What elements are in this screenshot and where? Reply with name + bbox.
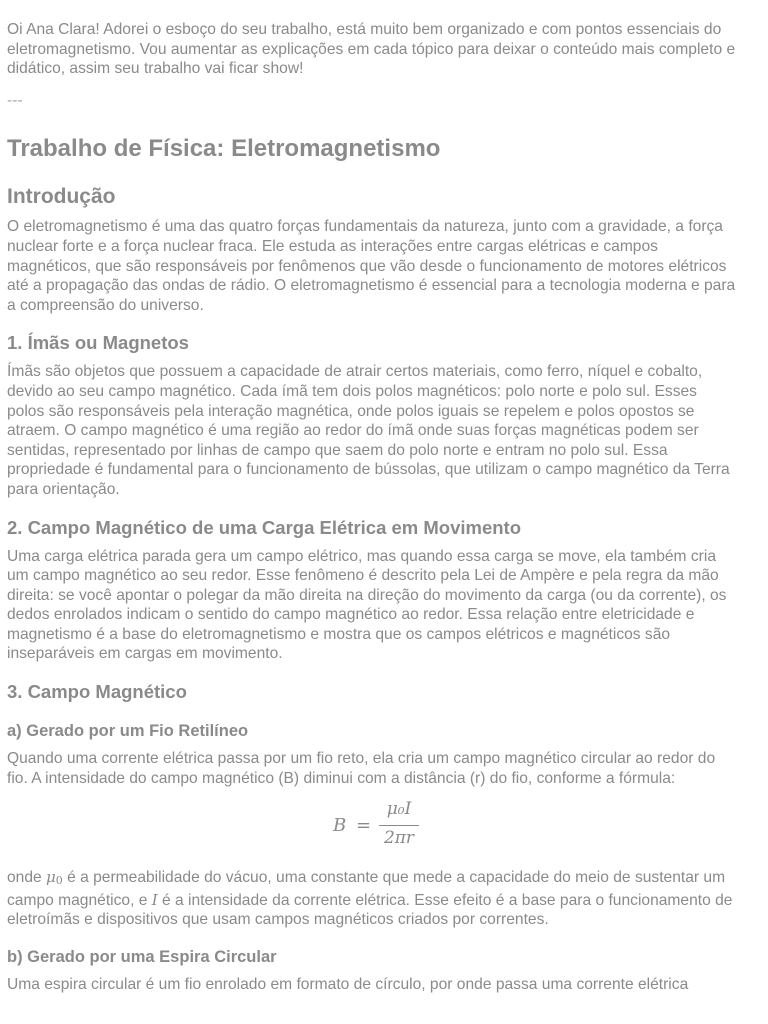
section3a-after-text bbox=[7, 868, 737, 930]
section1-heading: 1. Ímãs ou Magnetos bbox=[7, 332, 189, 354]
formula-numerator: μ₀I bbox=[386, 799, 412, 820]
document-content bbox=[7, 20, 737, 995]
current-symbol: I bbox=[151, 890, 158, 909]
section3b-text: Uma espira circular é um fio enrolado em formato de círculo, por onde passa uma corrente elétrica bbox=[7, 976, 689, 994]
fraction-bar bbox=[379, 825, 419, 826]
formula-denominator: 2πr bbox=[383, 828, 415, 849]
section3b-heading: b) Gerado por uma Espira Circular bbox=[7, 948, 277, 967]
section2-heading: 2. Campo Magnético de uma Carga Elétrica em Movimento bbox=[7, 516, 522, 538]
section2-text: Uma carga elétrica parada gera um campo elétrico, mas quando essa carga se move, ela também cria um campo magnético ao seu redor. Esse fenômeno é descrito pela Lei de Ampère e pela regra da mão direita: se você apontar o polegar da mão direita na direção do movimento da carga (ou da corrente), os dedos enrolados indicam o sentido do campo magnético ao redor. Essa relação entre eletricidade e magnetismo é a base do eletromagnetismo e mostra que os campos elétricos e magnéticos são inseparáveis em cargas em movimento. bbox=[7, 547, 727, 663]
mu-letter: μ bbox=[46, 868, 56, 887]
section1-text: Ímãs são objetos que possuem a capacidade de atrair certos materiais, como ferro, níquel e cobalto, devido ao seu campo magnético. Cada ímã tem dois polos magnéticos: polo norte e polo sul. Esses polos são responsáveis pela interação magnética, onde polos iguais se repelem e polos opostos se atraem. O campo magnético é uma região ao redor do ímã onde suas forças magnéticas podem ser sentidas, representado por linhas de campo que saem do polo norte e entram no polo sul. Essa propriedade é fundamental para o funcionamento de bússolas, que utilizam o campo magnético da Terra para orientação. bbox=[7, 363, 730, 498]
section3a-heading: a) Gerado por um Fio Retilíneo bbox=[7, 722, 249, 741]
separator: --- bbox=[7, 91, 23, 109]
magnetic-field-formula bbox=[7, 799, 737, 856]
after-part3: é a intensidade da corrente elétrica. Esse efeito é a base para o funcionamento de eletroímãs e dispositivos que usam campos magnéticos criados por correntes. bbox=[7, 891, 733, 929]
document-title: Trabalho de Física: Eletromagnetismo bbox=[7, 135, 441, 163]
after-part2: é a permeabilidade do vácuo, uma constante que mede a capacidade do meio de sustentar um campo magnético, e bbox=[7, 869, 726, 909]
section3a-text: Quando uma corrente elétrica passa por um fio reto, ela cria um campo magnético circular ao redor do fio. A intensidade do campo magnético (B) diminui com a distância (r) do fio, conforme a fórmula: bbox=[7, 750, 716, 787]
intro-message: Oi Ana Clara! Adorei o esboço do seu trabalho, está muito bem organizado e com pontos essenciais do eletromagnetismo. Vou aumentar as explicações em cada tópico para deixar o conteúdo mais completo e didático, assim seu trabalho vai ficar show! bbox=[7, 21, 736, 78]
formula-lhs: B bbox=[333, 815, 347, 837]
after-part1: onde bbox=[7, 869, 47, 887]
mu-subscript: 0 bbox=[55, 874, 63, 888]
introduction-text: O eletromagnetismo é uma das quatro forças fundamentais da natureza, junto com a gravidade, a força nuclear forte e a força nuclear fraca. Ele estuda as interações entre cargas elétricas e campos magnéticos, que são responsáveis por fenômenos que vão desde o funcionamento de motores elétricos até a propagação das ondas de rádio. O eletromagnetismo é essencial para a tecnologia moderna e para a compreensão do universo. bbox=[7, 218, 736, 314]
section3-heading: 3. Campo Magnético bbox=[7, 681, 187, 703]
formula-equals: = bbox=[356, 815, 372, 837]
mu-symbol bbox=[46, 868, 63, 886]
introduction-heading: Introdução bbox=[7, 185, 116, 209]
